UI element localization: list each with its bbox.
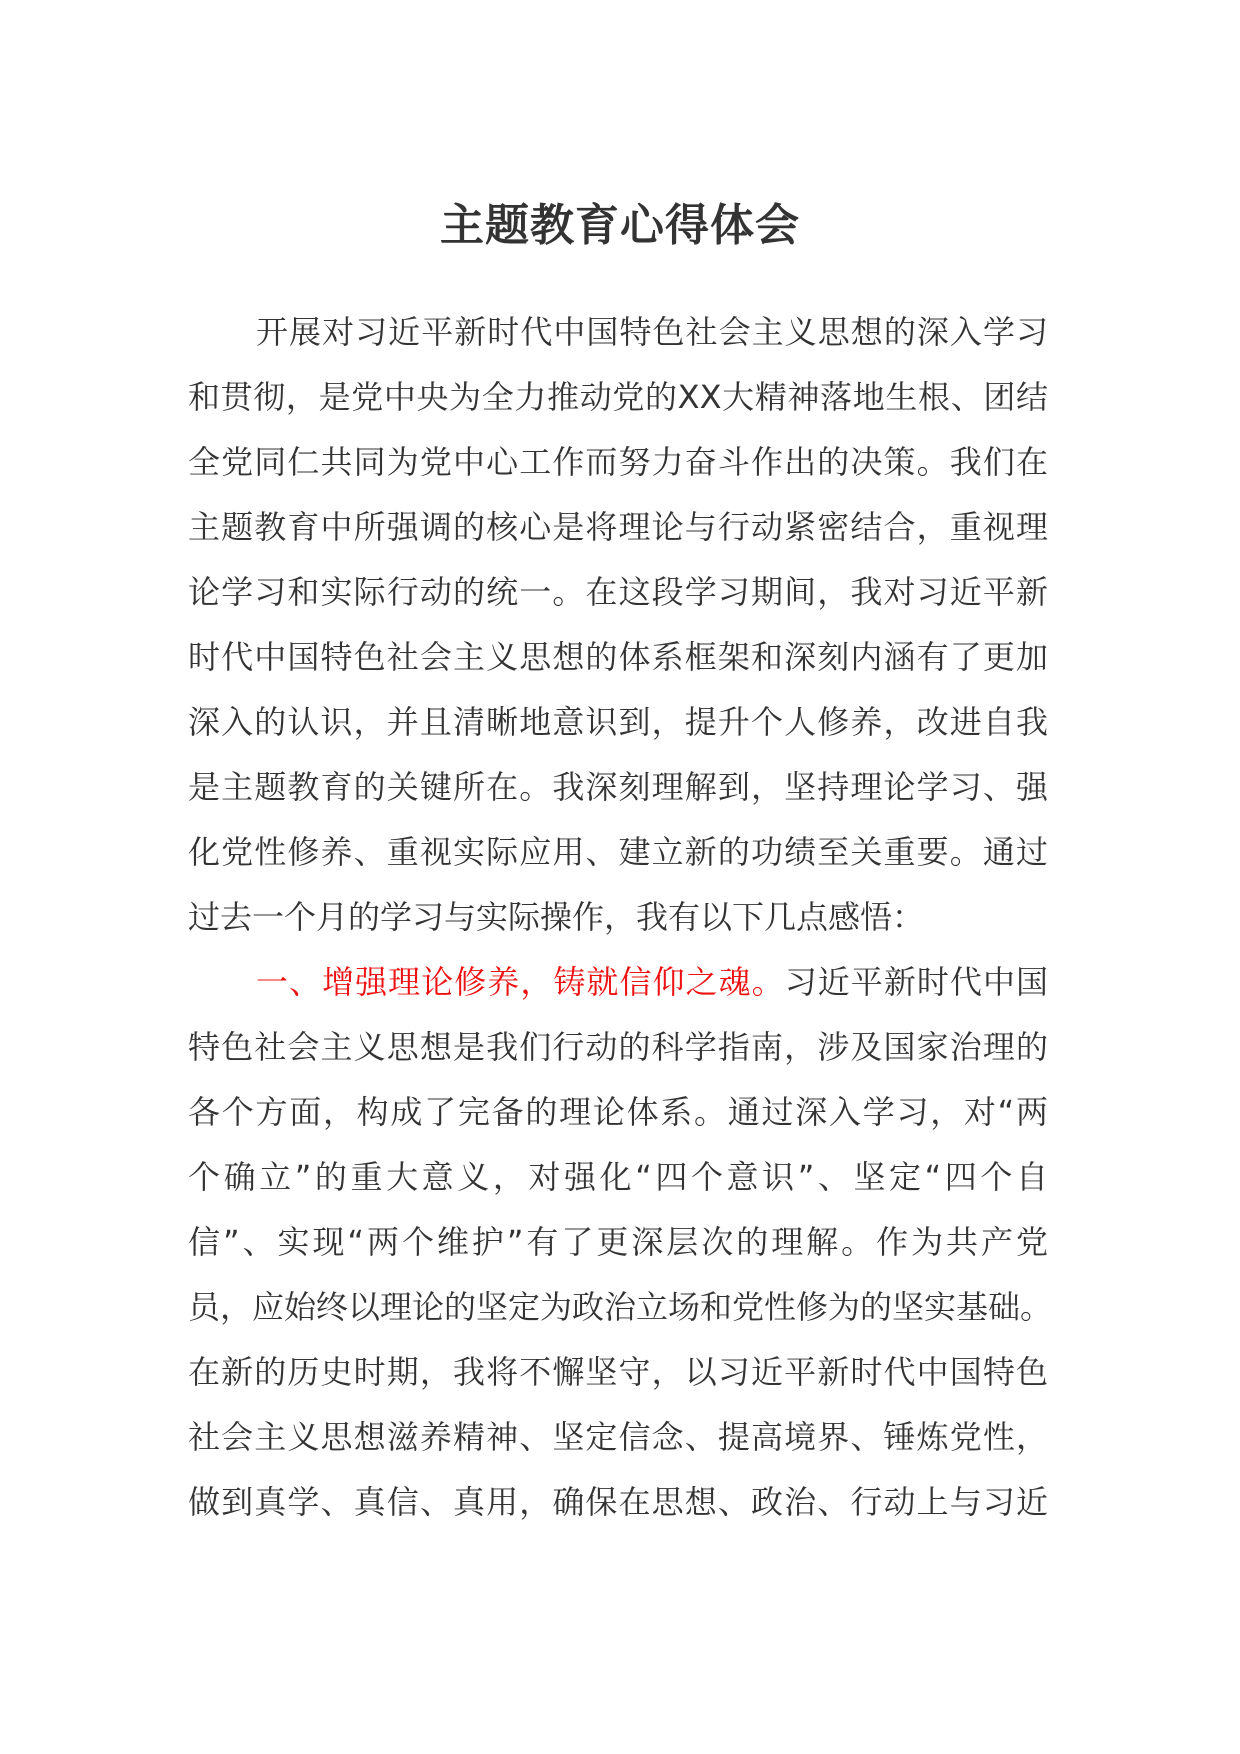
section-heading-continuation: 习近平新时代中国 <box>784 963 1048 1001</box>
paragraph-line: 过去一个月的学习与实际操作，我有以下几点感悟： <box>188 898 925 936</box>
paragraph-line: 在新的历史时期，我将不懈坚守，以习近平新时代中国特色 <box>188 1353 1048 1391</box>
paragraph-line: 时代中国特色社会主义思想的体系框架和深刻内涵有了更加 <box>188 638 1048 676</box>
paragraph-line: 信”、实现“两个维护”有了更深层次的理解。作为共产党 <box>188 1223 1048 1261</box>
paragraph-intro <box>188 300 1048 950</box>
paragraph-line: 是主题教育的关键所在。我深刻理解到，坚持理论学习、强 <box>188 768 1048 806</box>
paragraph-line: 做到真学、真信、真用，确保在思想、政治、行动上与习近 <box>188 1483 1048 1521</box>
paragraph-line: 社会主义思想滋养精神、坚定信念、提高境界、锤炼党性， <box>188 1418 1048 1456</box>
paragraph-line: 各个方面，构成了完备的理论体系。通过深入学习，对“两 <box>188 1093 1048 1131</box>
paragraph-line: 化党性修养、重视实际应用、建立新的功绩至关重要。通过 <box>188 833 1048 871</box>
paragraph-line <box>188 950 1048 1015</box>
paragraph-line: 深入的认识，并且清晰地意识到，提升个人修养，改进自我 <box>188 703 1048 741</box>
paragraph-line: 特色社会主义思想是我们行动的科学指南，涉及国家治理的 <box>188 1028 1048 1066</box>
paragraph-line: 全党同仁共同为党中心工作而努力奋斗作出的决策。我们在 <box>188 443 1048 481</box>
document-body <box>188 300 1053 1535</box>
paragraph-line: 论学习和实际行动的统一。在这段学习期间，我对习近平新 <box>188 573 1048 611</box>
paragraph-line: 个确立”的重大意义，对强化“四个意识”、坚定“四个自 <box>188 1158 1048 1196</box>
paragraph-line: 和贯彻，是党中央为全力推动党的XX大精神落地生根、团结 <box>188 378 1048 416</box>
paragraph-line: 开展对习近平新时代中国特色社会主义思想的深入学习 <box>256 313 1048 351</box>
document-title: 主题教育心得体会 <box>440 200 800 251</box>
section-1 <box>188 950 1053 1535</box>
paragraph-line: 员，应始终以理论的坚定为政治立场和党性修为的坚实基础。 <box>188 1288 1053 1326</box>
paragraph-line: 主题教育中所强调的核心是将理论与行动紧密结合，重视理 <box>188 508 1048 546</box>
section-heading: 一、增强理论修养，铸就信仰之魂。 <box>256 963 785 1001</box>
